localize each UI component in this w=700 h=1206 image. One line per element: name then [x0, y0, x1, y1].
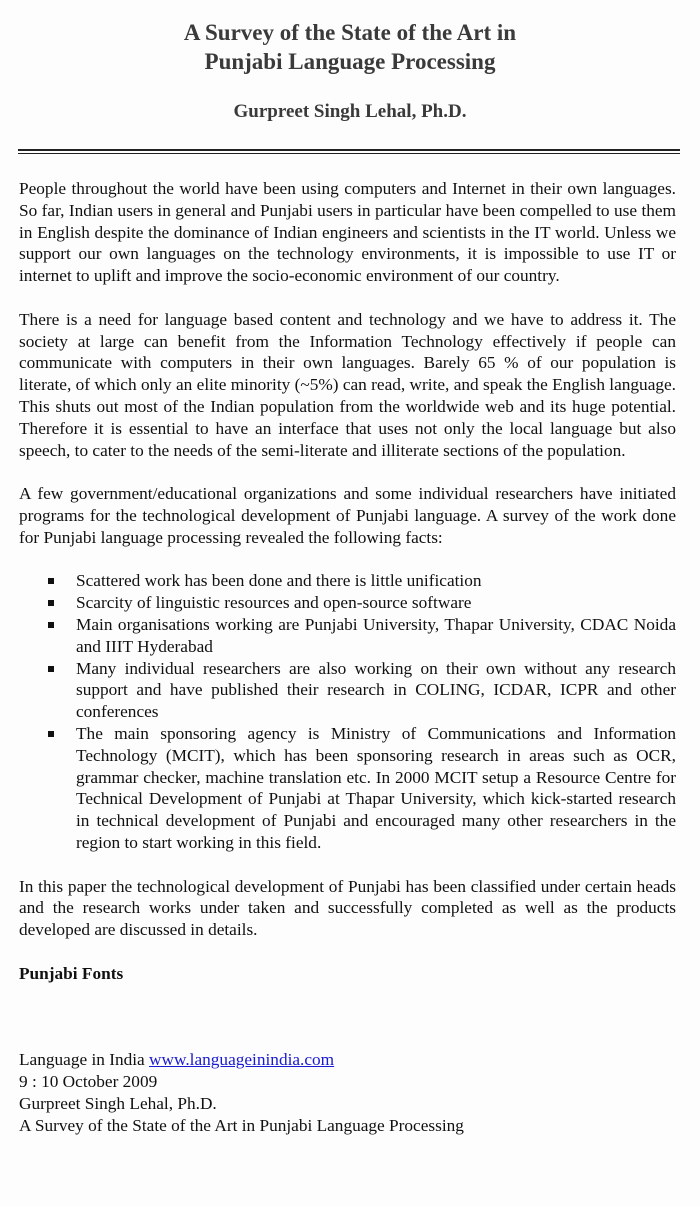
square-bullet-icon	[48, 600, 54, 606]
document-body	[19, 178, 676, 1137]
paragraph-intro: People throughout the world have been using computers and Internet in their own languages. So far, Indian users in general and Punjabi users in particular have been compelled to use them in English despite the dominance of Indian engineers and scientists in the IT world. Unless we support our own languages on the technology environments, it is impossible to use IT or internet to uplift and improve the socio-economic environment of our country.	[19, 179, 676, 286]
document-title	[0, 18, 700, 76]
list-item-text: The main sponsoring agency is Ministry of Communications and Information Technology (MCIT), which has been sponsoring research in areas such as OCR, grammar checker, machine translation etc. In 2000 MCIT setup a Resource Centre for Technical Development of Punjabi at Thapar University, which kick-started research in technical development of Punjabi and encouraged many other researchers in the region to start working in this field.	[76, 723, 676, 852]
paragraph-closing: In this paper the technological development of Punjabi has been classified under certain heads and the research works under taken and successfully completed as well as the products developed are discussed in details.	[19, 876, 676, 940]
square-bullet-icon	[48, 731, 54, 737]
footer-title: A Survey of the State of the Art in Punjabi Language Processing	[19, 1115, 464, 1135]
footer-author: Gurpreet Singh Lehal, Ph.D.	[19, 1094, 217, 1114]
list-item-text: Scattered work has been done and there is little unification	[76, 571, 482, 591]
list-item	[19, 658, 676, 723]
document-author: Gurpreet Singh Lehal, Ph.D.	[233, 101, 467, 122]
list-item-text: Scarcity of linguistic resources and open-source software	[76, 593, 472, 613]
title-line-2: Punjabi Language Processing	[204, 49, 496, 74]
footer-journal-line	[19, 1049, 676, 1071]
footer-issue: 9 : 10 October 2009	[19, 1072, 158, 1092]
list-item-text: Many individual researchers are also working on their own without any research support and have published their research in COLING, ICDAR, ICPR and other conferences	[76, 658, 676, 722]
square-bullet-icon	[48, 622, 54, 628]
facts-list	[19, 570, 676, 853]
list-item	[19, 592, 676, 614]
square-bullet-icon	[48, 666, 54, 672]
square-bullet-icon	[48, 578, 54, 584]
paragraph-survey: A few government/educational organizations and some individual researchers have initiated programs for the technological development of Punjabi language. A survey of the work done for Punjabi language processing revealed the following facts:	[19, 484, 676, 547]
title-line-1: A Survey of the State of the Art in	[183, 20, 517, 45]
list-item	[19, 723, 676, 854]
section-heading-punjabi-fonts: Punjabi Fonts	[19, 963, 124, 983]
header-divider	[18, 149, 680, 154]
page-footer	[19, 1049, 676, 1136]
list-item	[19, 614, 676, 658]
list-item	[19, 570, 676, 592]
journal-website-link[interactable]: www.languageinindia.com	[149, 1050, 335, 1070]
footer-journal-label: Language in India	[19, 1050, 150, 1070]
list-item-text: Main organisations working are Punjabi University, Thapar University, CDAC Noida and IIIT Hyderabad	[76, 614, 676, 656]
paragraph-need: There is a need for language based content and technology and we have to address it. The society at large can benefit from the Information Technology effectively if people can communicate with computers in their own languages. Barely 65 % of our population is literate, of which only an elite minority (~5%) can read, write, and speak the English language. This shuts out most of the Indian population from the worldwide web and its huge potential. Therefore it is essential to have an interface that uses not only the local language but also speech, to cater to the needs of the semi-literate and illiterate sections of the population.	[19, 309, 676, 460]
